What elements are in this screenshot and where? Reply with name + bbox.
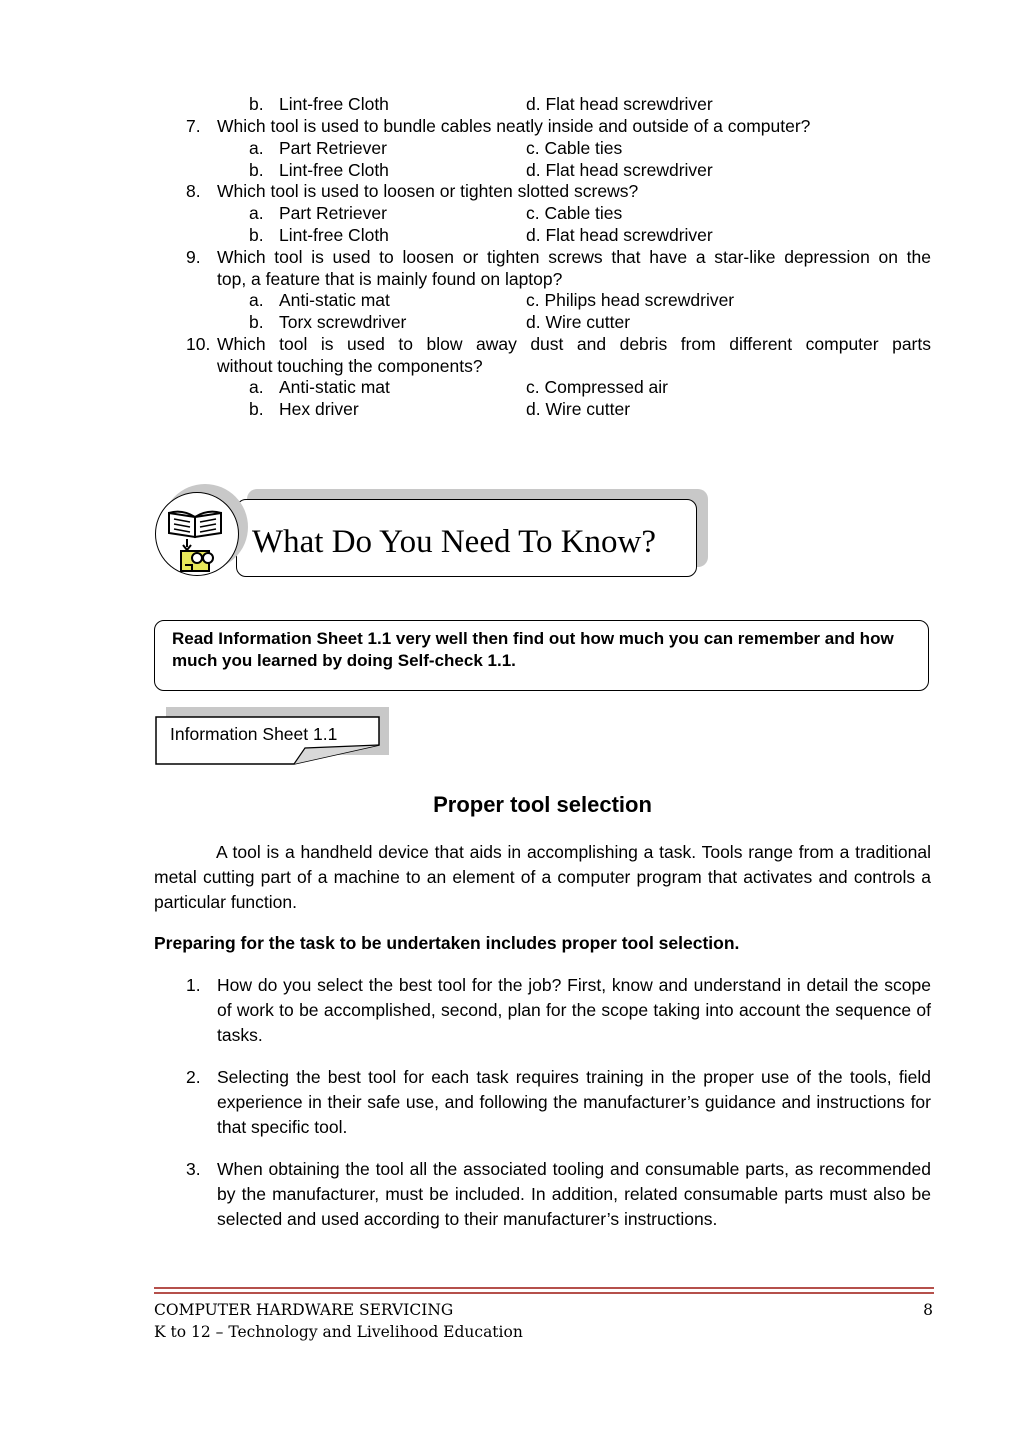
question-text: Which tool is used to bundle cables neatly inside and outside of a computer?	[217, 116, 811, 136]
option-text: c. Cable ties	[526, 138, 623, 158]
question-number: 7.	[186, 116, 201, 136]
option-text: Torx screwdriver	[279, 312, 407, 332]
option-text: Lint-free Cloth	[279, 225, 389, 245]
option-text: d. Flat head screwdriver	[526, 225, 713, 245]
option-letter: b.	[249, 399, 264, 419]
option-text: Hex driver	[279, 399, 359, 419]
option-text: d. Flat head screwdriver	[526, 160, 713, 180]
footer-course-title: COMPUTER HARDWARE SERVICING	[154, 1301, 454, 1319]
option-text: Anti-static mat	[279, 377, 390, 397]
option-letter: a.	[249, 290, 264, 310]
question-number: 9.	[186, 247, 201, 267]
option-text: Anti-static mat	[279, 290, 390, 310]
question-number: 10.	[186, 334, 211, 354]
question-number: 8.	[186, 181, 201, 201]
option-text: c. Compressed air	[526, 377, 668, 397]
option-text: Lint-free Cloth	[279, 160, 389, 180]
list-item: Selecting the best tool for each task requires training in the proper use of the tools, field experience in their safe use, and following the manufacturer’s guidance and instructions for that specific tool.	[217, 1067, 931, 1137]
section-title: Proper tool selection	[433, 792, 652, 817]
option-text: Part Retriever	[279, 203, 387, 223]
intro-paragraph	[154, 840, 931, 915]
option-letter: b.	[249, 225, 264, 245]
option-text: c. Cable ties	[526, 203, 623, 223]
option-letter: b.	[249, 160, 264, 180]
option-text: Lint-free Cloth	[279, 94, 389, 114]
banner-title: What Do You Need To Know?	[252, 524, 657, 560]
option-text: d. Flat head screwdriver	[526, 94, 713, 114]
option-letter: a.	[249, 377, 264, 397]
book-reader-icon	[165, 503, 227, 573]
info-sheet-tab-label: Information Sheet 1.1	[170, 724, 338, 744]
option-letter: a.	[249, 203, 264, 223]
question-text: Which tool is used to blow away dust and debris from different computer parts	[217, 334, 931, 354]
question-text: Which tool is used to loosen or tighten slotted screws?	[217, 181, 639, 201]
page-number: 8	[923, 1301, 933, 1319]
question-text: Which tool is used to loosen or tighten screws that have a star-like depression on the	[217, 247, 931, 267]
option-text: Part Retriever	[279, 138, 387, 158]
question-text: top, a feature that is mainly found on laptop?	[217, 269, 563, 289]
question-text: without touching the components?	[217, 356, 483, 376]
option-text: c. Philips head screwdriver	[526, 290, 735, 310]
footer-rule	[154, 1287, 934, 1289]
list-item-number: 2.	[186, 1067, 201, 1087]
option-letter: a.	[249, 138, 264, 158]
option-text: d. Wire cutter	[526, 312, 631, 332]
option-letter: b.	[249, 94, 264, 114]
list-item-number: 3.	[186, 1159, 201, 1179]
bold-statement: Preparing for the task to be undertaken includes proper tool selection.	[154, 933, 740, 953]
list-item-number: 1.	[186, 975, 201, 995]
list-item: How do you select the best tool for the job? First, know and understand in detail the scope of work to be accomplished, second, plan for the scope taking into account the sequence of tasks.	[217, 975, 931, 1045]
option-text: d. Wire cutter	[526, 399, 631, 419]
footer-rule	[154, 1292, 934, 1294]
list-item: When obtaining the tool all the associated tooling and consumable parts, as recommended by the manufacturer, must be included. In addition, related consumable parts must also be selected and used according to their manufacturer’s instructions.	[217, 1159, 931, 1229]
option-letter: b.	[249, 312, 264, 332]
footer-program: K to 12 – Technology and Livelihood Education	[154, 1323, 523, 1341]
instruction-text: Read Information Sheet 1.1 very well then find out how much you can remember and how much you learned by doing Self-check 1.1.	[172, 629, 894, 670]
intro-paragraph-text: A tool is a handheld device that aids in accomplishing a task. Tools range from a traditional metal cutting part of a machine to an element of a computer program that activates and controls a particular function.	[154, 842, 931, 912]
